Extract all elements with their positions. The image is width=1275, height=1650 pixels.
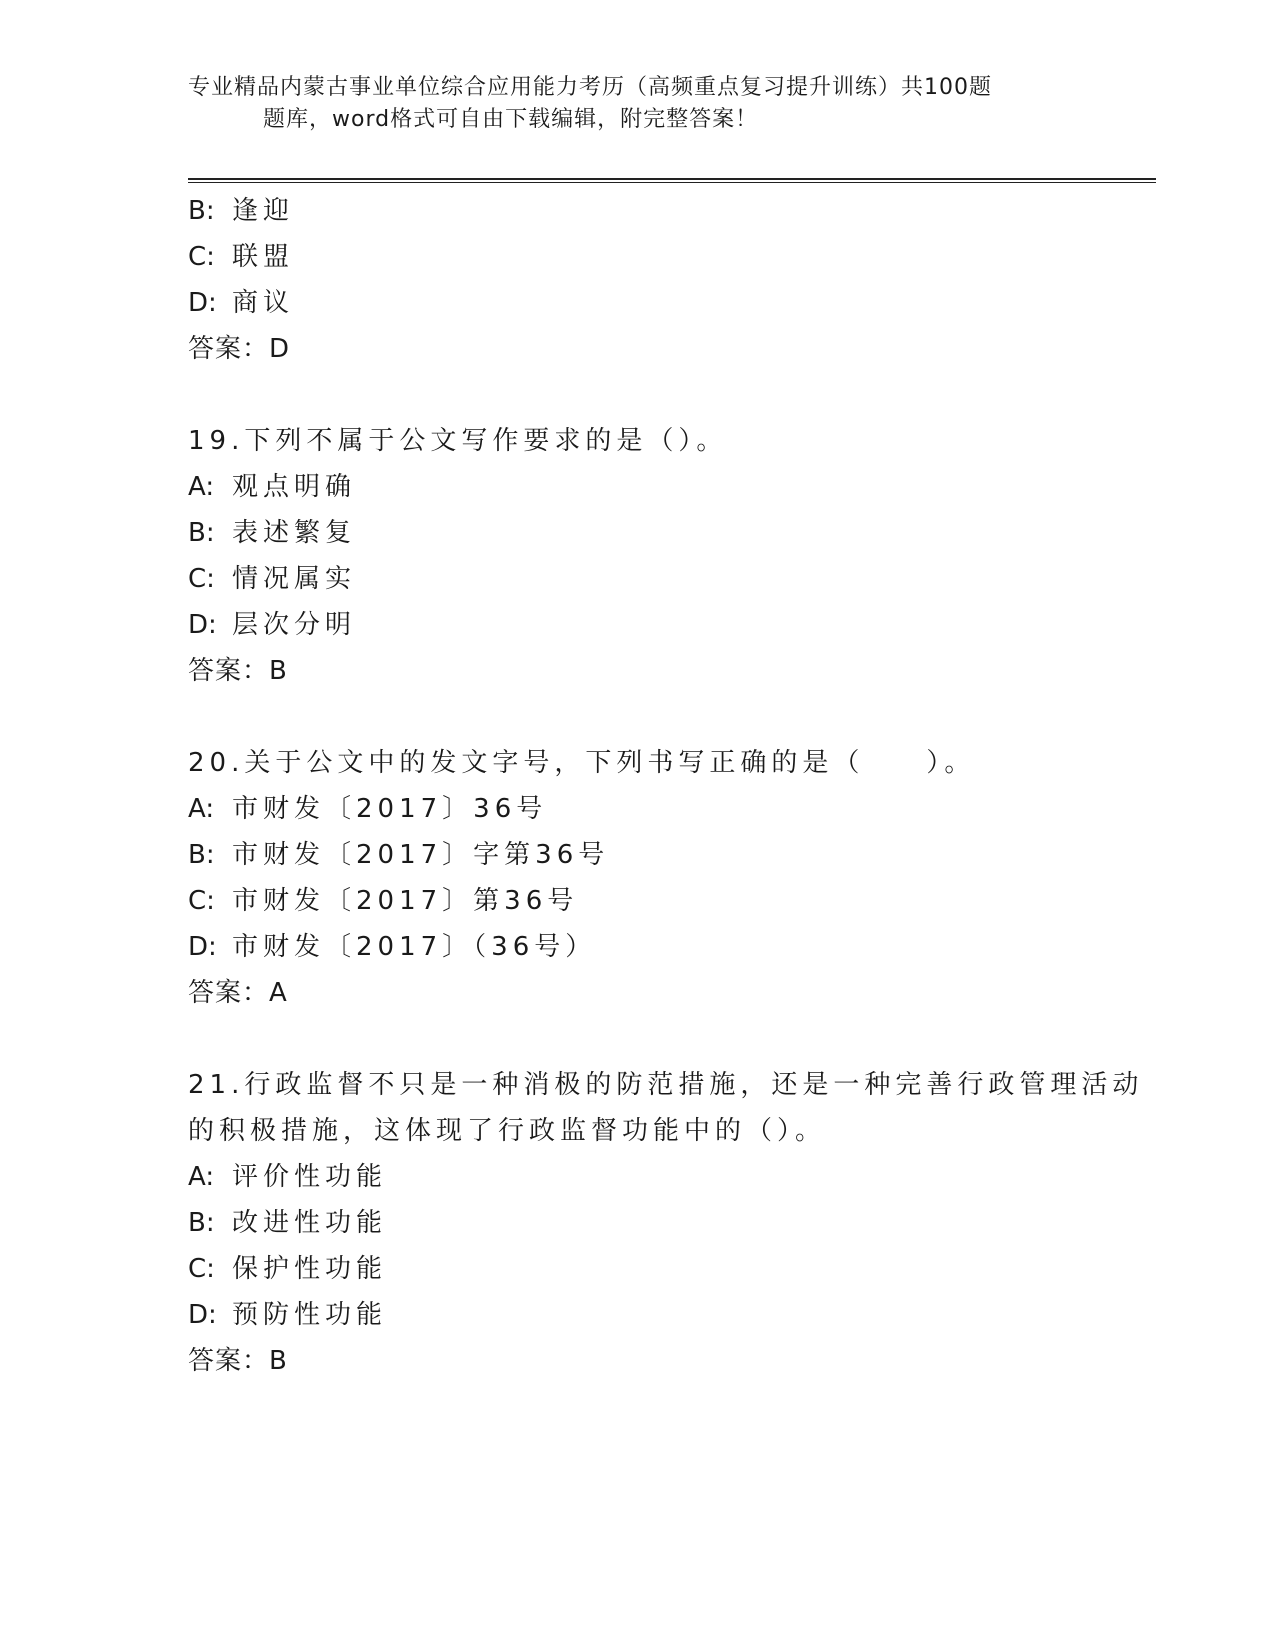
option-d: D: 预防性功能 [188, 1300, 388, 1330]
answer: 答案：D [188, 334, 291, 364]
option-b: B: 市财发〔2017〕字第36号 [188, 840, 610, 870]
answer: 答案：A [188, 978, 288, 1008]
header-divider [188, 178, 1156, 183]
answer: 答案：B [188, 1346, 288, 1376]
option-c: C: 情况属实 [188, 564, 357, 594]
question-stem-line1: 21.行政监督不只是一种消极的防范措施，还是一种完善行政管理活动 [188, 1070, 1144, 1100]
question-stem-line2: 的积极措施，这体现了行政监督功能中的（）。 [188, 1116, 827, 1146]
question-stem: 19.下列不属于公文写作要求的是（）。 [188, 426, 728, 456]
option-c: C: 市财发〔2017〕第36号 [188, 886, 579, 916]
option-b: B: 逢迎 [188, 196, 295, 226]
option-a: A: 市财发〔2017〕36号 [188, 794, 548, 824]
option-d: D: 层次分明 [188, 610, 357, 640]
question-18-continued [188, 188, 1148, 372]
option-a: A: 观点明确 [188, 472, 357, 502]
question-21 [188, 1062, 1148, 1384]
option-b: B: 表述繁复 [188, 518, 357, 548]
question-20 [188, 740, 1148, 1016]
question-19 [188, 418, 1148, 694]
option-d: D: 市财发〔2017〕（36号） [188, 932, 597, 962]
option-a: A: 评价性功能 [188, 1162, 388, 1192]
option-d: D: 商议 [188, 288, 295, 318]
option-b: B: 改进性功能 [188, 1208, 388, 1238]
page-header [188, 72, 1088, 136]
option-c: C: 保护性功能 [188, 1254, 388, 1284]
document-body [188, 188, 1148, 1384]
question-stem: 20.关于公文中的发文字号，下列书写正确的是（ ）。 [188, 748, 976, 778]
header-title-line1: 专业精品内蒙古事业单位综合应用能力考历（高频重点复习提升训练）共100题 [188, 75, 992, 100]
answer: 答案：B [188, 656, 288, 686]
option-c: C: 联盟 [188, 242, 295, 272]
header-title-line2: 题库，word格式可自由下载编辑，附完整答案！ [263, 107, 759, 132]
